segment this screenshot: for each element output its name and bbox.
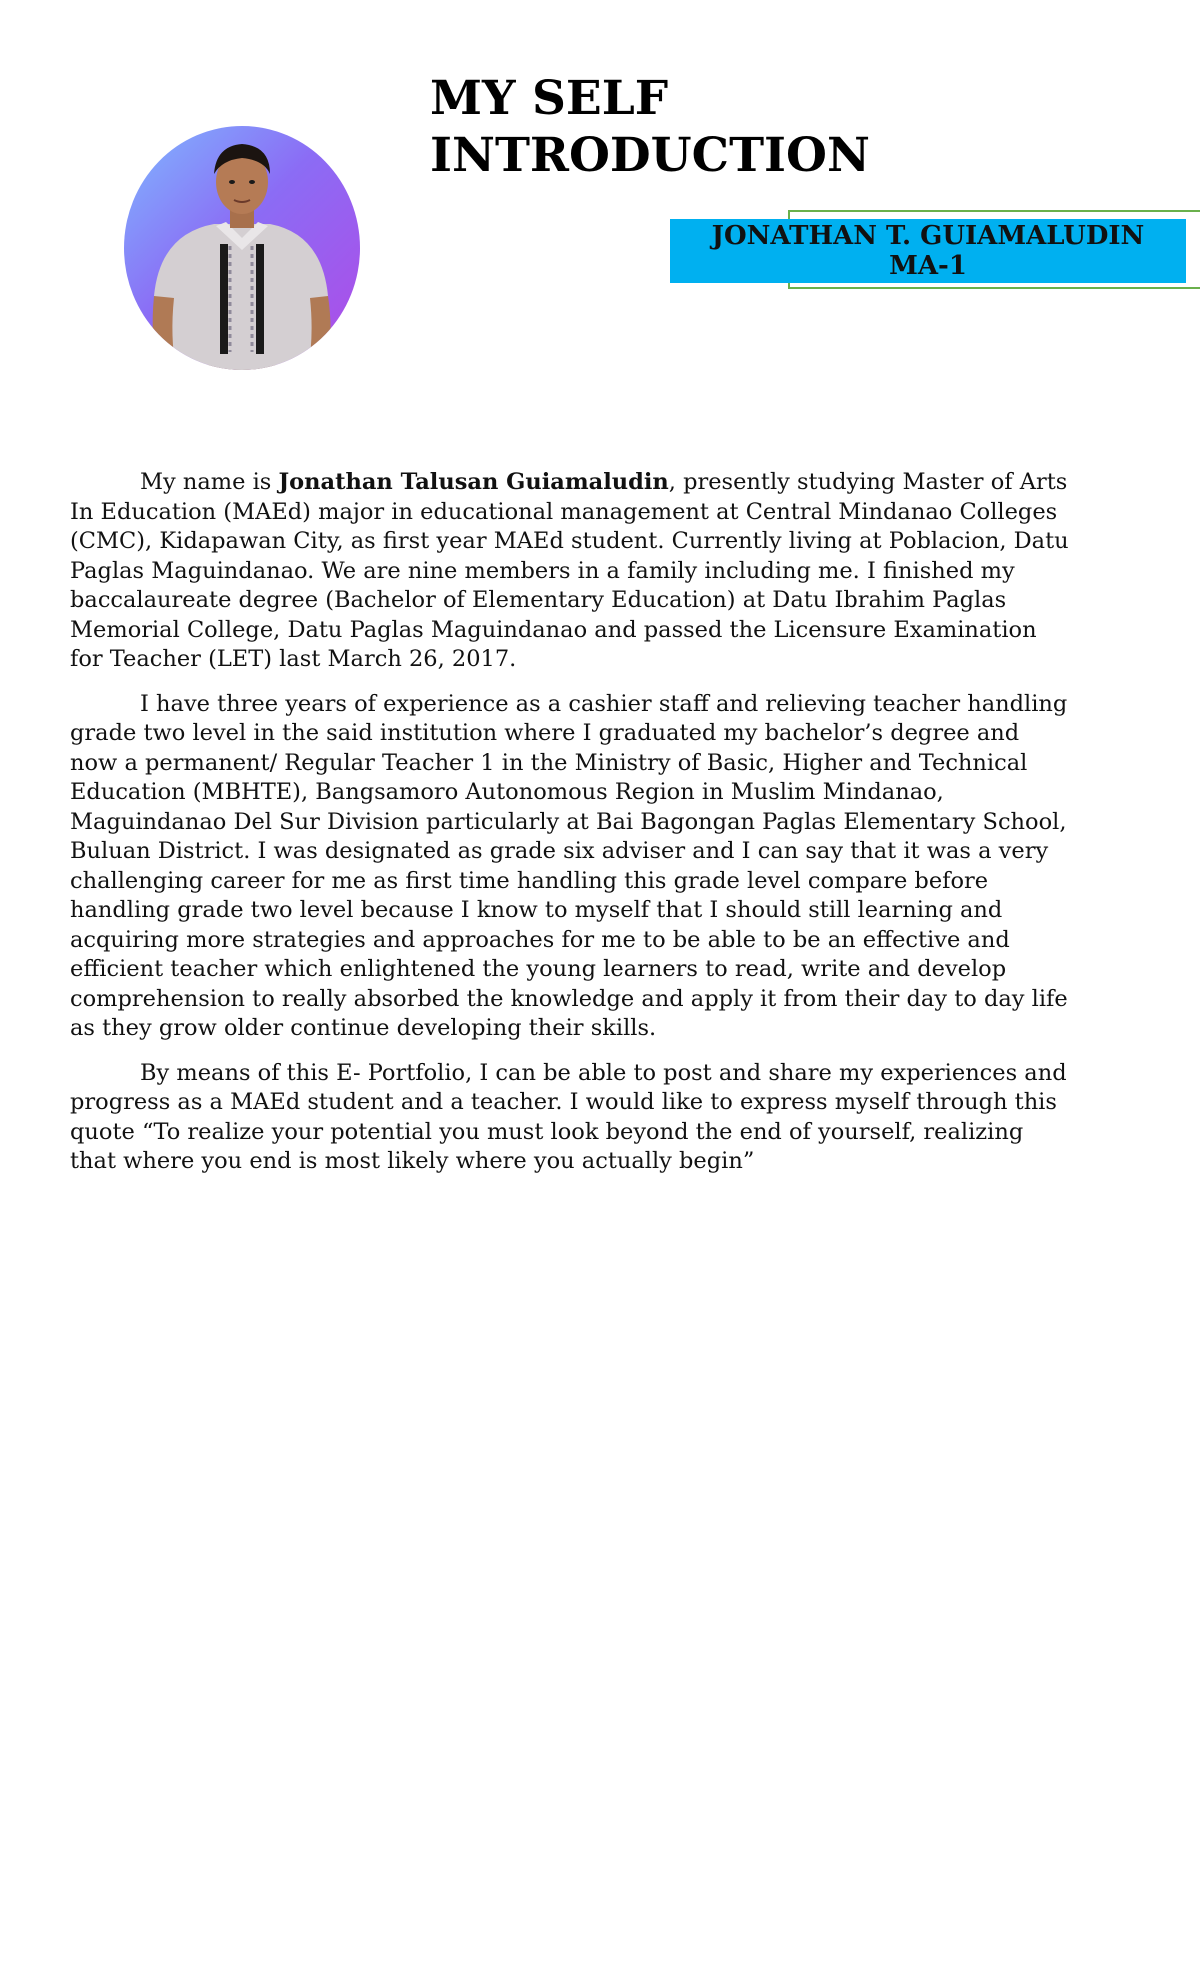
paragraph-1-before: My name is — [140, 469, 279, 495]
introduction-body — [70, 468, 1070, 1192]
title-line-2: INTRODUCTION — [430, 128, 870, 183]
author-section: MA-1 — [889, 251, 967, 281]
paragraph-1 — [70, 468, 1070, 675]
paragraph-1-after: , presently studying Master of Arts In Education (MAEd) major in educational management at Central Mindanao Colleges (CMC), Kidapawan City, as first year MAEd student. Currently living at Poblacion, Datu Paglas Maguindanao. We are nine members in a family including me. I finished my baccalaureate degree (Bachelor of Elementary Education) at Datu Ibrahim Paglas Memorial College, Datu Paglas Maguindanao and passed the Licensure Examination for Teacher (LET) last March 26, 2017. — [70, 469, 1069, 672]
author-name: JONATHAN T. GUIAMALUDIN — [711, 221, 1145, 251]
paragraph-3: By means of this E- Portfolio, I can be able to post and share my experiences and progress as a MAEd student and a teacher. I would like to express myself through this quote “To realize your potential you must look beyond the end of yourself, realizing that where you end is most likely where you actually begin” — [70, 1059, 1067, 1174]
paragraph-2: I have three years of experience as a cashier staff and relieving teacher handling grade two level in the said institution where I graduated my bachelor’s degree and now a permanent/ Regular Teacher 1 in the Ministry of Basic, Higher and Technical Education (MBHTE), Bangsamoro Autonomous Region in Muslim Mindanao, Maguindanao Del Sur Division particularly at Bai Bagongan Paglas Elementary School, Buluan District. I was designated as grade six adviser and I can say that it was a very challenging career for me as first time handling this grade level compare before handling grade two level because I know to myself that I should still learning and acquiring more strategies and approaches for me to be able to be an effective and efficient teacher which enlightened the young learners to read, write and develop comprehension to really absorbed the knowledge and apply it from their day to day life as they grow older continue developing their skills. — [70, 690, 1068, 1041]
page-title — [430, 70, 990, 184]
title-line-1: MY SELF — [430, 71, 669, 126]
profile-photo — [124, 126, 360, 370]
name-box — [670, 219, 1186, 283]
person-portrait-icon — [124, 126, 360, 370]
full-name-bold: Jonathan Talusan Guiamaludin — [278, 469, 669, 495]
